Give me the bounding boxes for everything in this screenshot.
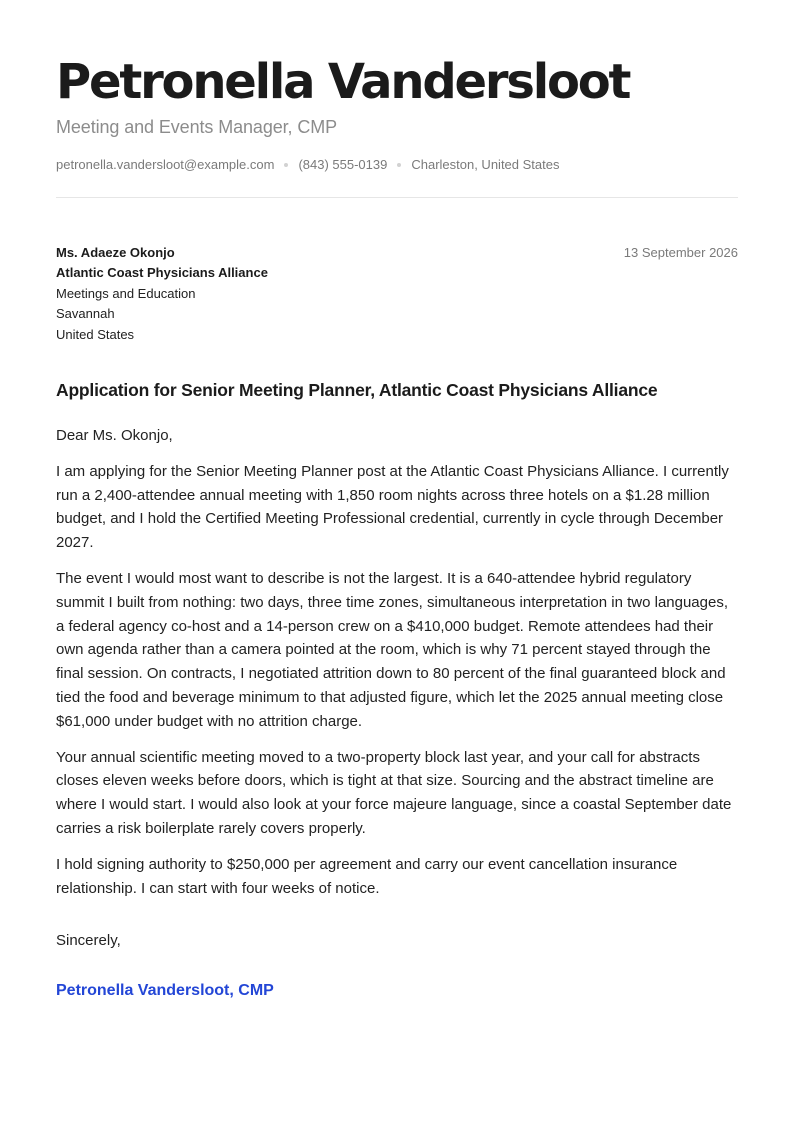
separator-dot: [284, 163, 288, 167]
separator-dot: [397, 163, 401, 167]
recipient-city: Savannah: [56, 306, 115, 322]
closing: Sincerely,: [56, 932, 121, 950]
recipient-organization: Atlantic Coast Physicians Alliance: [56, 265, 268, 281]
recipient-name: Ms. Adaeze Okonjo: [56, 245, 175, 260]
recipient-address: [56, 243, 268, 345]
body-paragraph: I hold signing authority to $250,000 per agreement and carry our event cancellation insurance relationship. I can start with four weeks of notice.: [56, 855, 678, 897]
recipient-country: United States: [56, 326, 135, 342]
letter-header: [56, 0, 738, 174]
signature: Petronella Vandersloot, CMP: [56, 982, 274, 1000]
header-divider: [56, 197, 738, 198]
recipient-department: Meetings and Education: [56, 285, 196, 301]
salutation: Dear Ms. Okonjo,: [56, 427, 173, 445]
letter-date: 13 September 2026: [623, 245, 738, 260]
body-paragraph: Your annual scientific meeting moved to a two-property block last year, and your call for abstracts closes eleven weeks before doors, which is tight at that size. Sourcing and the abstract timeline are where I would start. I would also look at your force majeure language, since a coastal September date carries a risk boilerplate rarely covers properly.: [56, 748, 732, 837]
contact-location: Charleston, United States: [411, 157, 560, 172]
sender-name: Petronella Vandersloot: [56, 54, 630, 110]
letter-subject: Application for Senior Meeting Planner, Atlantic Coast Physicians Alliance: [56, 380, 658, 401]
contact-phone: (843) 555-0139: [298, 157, 388, 172]
body-paragraph: I am applying for the Senior Meeting Planner post at the Atlantic Coast Physicians Alliance. I currently run a 2,400-attendee annual meeting with 1,850 room nights across three hotels on a $1.28 million budget, and I hold the Certified Meeting Professional credential, currently in cycle through December 2027.: [56, 462, 729, 552]
body-paragraph: The event I would most want to describe is not the largest. It is a 640-attendee hybrid regulatory summit I built from nothing: two days, three time zones, simultaneous interpretation in two languages, a federal agency co-host and a 14-person crew on a $410,000 budget. Remote attendees had their own agenda rather than a camera pointed at the room, which is why 71 percent stayed through the final session. On contracts, I negotiated attrition down to 80 percent of the final guaranteed block and tied the food and beverage minimum to that adjusted figure, which let the 2025 annual meeting close $61,000 under budget with no attrition charge.: [56, 570, 729, 730]
sender-title: Meeting and Events Manager, CMP: [56, 117, 338, 137]
address-block: [56, 243, 738, 345]
contact-line: [56, 156, 738, 174]
contact-email: petronella.vandersloot@example.com: [56, 157, 275, 172]
